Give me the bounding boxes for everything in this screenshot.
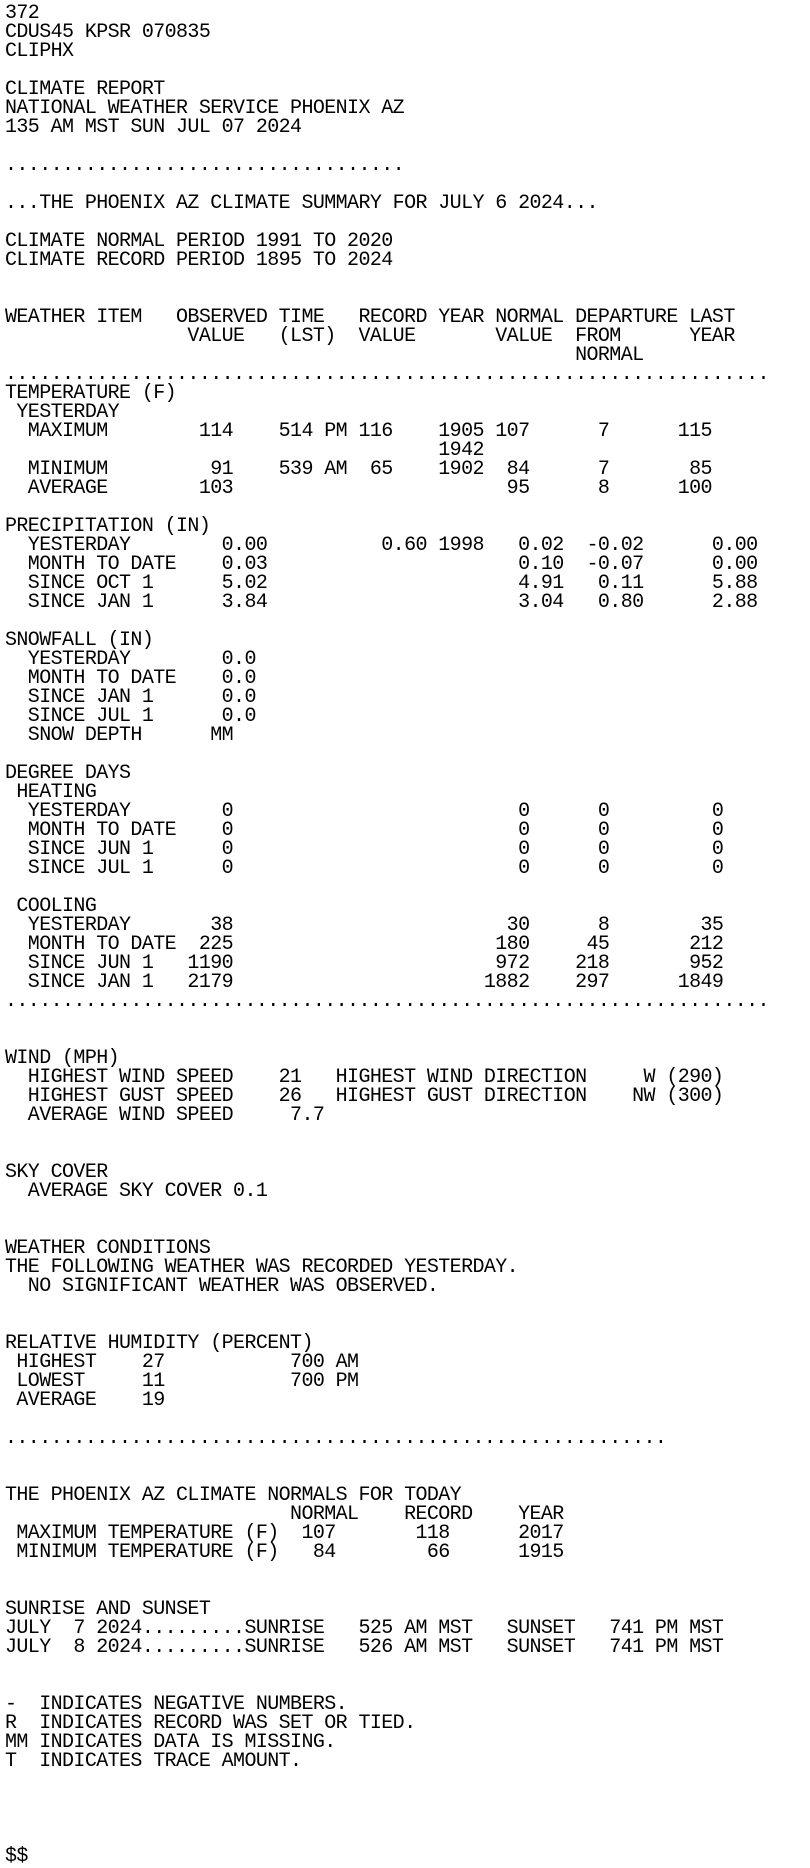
report-line: YESTERDAY 0 0 0 0 bbox=[5, 800, 724, 823]
report-line: SKY COVER bbox=[5, 1161, 108, 1184]
report-line: AVERAGE 103 95 8 100 bbox=[5, 477, 712, 500]
report-line bbox=[5, 1657, 810, 1676]
report-line: MONTH TO DATE 225 180 45 212 bbox=[5, 933, 724, 956]
report-line: ................................... bbox=[5, 154, 405, 177]
report-line: JULY 7 2024.........SUNRISE 525 AM MST SUNSET 741 PM MST bbox=[5, 1617, 724, 1640]
report-line: SUNRISE AND SUNSET bbox=[5, 1598, 211, 1621]
report-line: SINCE JAN 1 2179 1882 297 1849 bbox=[5, 971, 724, 994]
report-line: AVERAGE SKY COVER 0.1 bbox=[5, 1180, 268, 1203]
report-line: SINCE JAN 1 0.0 bbox=[5, 686, 256, 709]
report-line bbox=[5, 1562, 810, 1581]
report-line: $$ bbox=[5, 1845, 28, 1868]
report-line: WIND (MPH) bbox=[5, 1047, 120, 1070]
report-line: JULY 8 2024.........SUNRISE 526 AM MST SUNSET 741 PM MST bbox=[5, 1636, 724, 1659]
report-line bbox=[5, 1144, 810, 1163]
report-line bbox=[5, 1296, 810, 1315]
report-line: 372 bbox=[5, 2, 40, 25]
report-line: SNOWFALL (IN) bbox=[5, 629, 154, 652]
report-line: MINIMUM 91 539 AM 65 1902 84 7 85 bbox=[5, 458, 712, 481]
report-line: HEATING bbox=[5, 781, 97, 804]
report-line: HIGHEST WIND SPEED 21 HIGHEST WIND DIRECTION W (290) bbox=[5, 1066, 724, 1089]
report-line: CDUS45 KPSR 070835 bbox=[5, 21, 211, 44]
report-line: THE PHOENIX AZ CLIMATE NORMALS FOR TODAY bbox=[5, 1484, 462, 1507]
report-line: HIGHEST GUST SPEED 26 HIGHEST GUST DIRECTION NW (300) bbox=[5, 1085, 724, 1108]
report-line bbox=[5, 1125, 810, 1144]
report-line: DEGREE DAYS bbox=[5, 762, 131, 785]
report-line: VALUE (LST) VALUE VALUE FROM YEAR bbox=[5, 325, 735, 348]
report-line: - INDICATES NEGATIVE NUMBERS. bbox=[5, 1693, 348, 1716]
report-line bbox=[5, 1771, 810, 1790]
report-line: NATIONAL WEATHER SERVICE PHOENIX AZ bbox=[5, 97, 405, 120]
report-line: HIGHEST 27 700 AM bbox=[5, 1351, 359, 1374]
report-line: MONTH TO DATE 0 0 0 0 bbox=[5, 819, 724, 842]
report-line: SINCE JAN 1 3.84 3.04 0.80 2.88 bbox=[5, 591, 758, 614]
report-line: CLIMATE REPORT bbox=[5, 78, 165, 101]
report-line: WEATHER CONDITIONS bbox=[5, 1237, 211, 1260]
report-line: SINCE JUN 1 1190 972 218 952 bbox=[5, 952, 724, 975]
report-line: 1942 bbox=[5, 439, 484, 462]
report-line: R INDICATES RECORD WAS SET OR TIED. bbox=[5, 1712, 416, 1735]
report-line bbox=[5, 1011, 810, 1030]
report-line: YESTERDAY bbox=[5, 401, 120, 424]
report-line: COOLING bbox=[5, 895, 97, 918]
report-line bbox=[5, 270, 810, 289]
report-line: NORMAL bbox=[5, 344, 644, 367]
report-line: SNOW DEPTH MM bbox=[5, 724, 234, 747]
report-line: ................................................................... bbox=[5, 990, 769, 1013]
report-line: CLIMATE RECORD PERIOD 1895 TO 2024 bbox=[5, 249, 393, 272]
report-line: SINCE JUL 1 0.0 bbox=[5, 705, 256, 728]
report-line: WEATHER ITEM OBSERVED TIME RECORD YEAR NORMAL DEPARTURE LAST bbox=[5, 306, 735, 329]
report-line: ...THE PHOENIX AZ CLIMATE SUMMARY FOR JULY 6 2024... bbox=[5, 192, 598, 215]
report-line: SINCE OCT 1 5.02 4.91 0.11 5.88 bbox=[5, 572, 758, 595]
report-line bbox=[5, 1828, 810, 1847]
report-line bbox=[5, 1448, 810, 1467]
report-line: MONTH TO DATE 0.03 0.10 -0.07 0.00 bbox=[5, 553, 758, 576]
report-line: YESTERDAY 0.00 0.60 1998 0.02 -0.02 0.00 bbox=[5, 534, 758, 557]
report-line: YESTERDAY 38 30 8 35 bbox=[5, 914, 724, 937]
report-line bbox=[5, 1030, 810, 1049]
report-line: RELATIVE HUMIDITY (PERCENT) bbox=[5, 1332, 313, 1355]
report-line bbox=[5, 1201, 810, 1220]
report-line bbox=[5, 1809, 810, 1828]
report-line: AVERAGE 19 bbox=[5, 1389, 165, 1412]
report-line: SINCE JUN 1 0 0 0 0 bbox=[5, 838, 724, 861]
report-line: TEMPERATURE (F) bbox=[5, 382, 177, 405]
report-line: THE FOLLOWING WEATHER WAS RECORDED YESTERDAY. bbox=[5, 1256, 519, 1279]
report-line bbox=[5, 1790, 810, 1809]
report-line: T INDICATES TRACE AMOUNT. bbox=[5, 1750, 302, 1773]
report-line bbox=[5, 878, 810, 897]
report-line: MAXIMUM 114 514 PM 116 1905 107 7 115 bbox=[5, 420, 712, 443]
report-line: NORMAL RECORD YEAR bbox=[5, 1503, 564, 1526]
report-line: PRECIPITATION (IN) bbox=[5, 515, 211, 538]
report-line: YESTERDAY 0.0 bbox=[5, 648, 256, 671]
report-line: SINCE JUL 1 0 0 0 0 bbox=[5, 857, 724, 880]
report-line: 135 AM MST SUN JUL 07 2024 bbox=[5, 116, 302, 139]
report-line: NO SIGNIFICANT WEATHER WAS OBSERVED. bbox=[5, 1275, 439, 1298]
report-line: CLIPHX bbox=[5, 40, 74, 63]
report-line: ................................................................... bbox=[5, 363, 769, 386]
report-line: MAXIMUM TEMPERATURE (F) 107 118 2017 bbox=[5, 1522, 564, 1545]
report-line: MONTH TO DATE 0.0 bbox=[5, 667, 256, 690]
report-line: CLIMATE NORMAL PERIOD 1991 TO 2020 bbox=[5, 230, 393, 253]
report-line: MINIMUM TEMPERATURE (F) 84 66 1915 bbox=[5, 1541, 564, 1564]
report-line: MM INDICATES DATA IS MISSING. bbox=[5, 1731, 336, 1754]
report-line: .......................................................... bbox=[5, 1427, 667, 1450]
report-line: AVERAGE WIND SPEED 7.7 bbox=[5, 1104, 325, 1127]
report-line: LOWEST 11 700 PM bbox=[5, 1370, 359, 1393]
